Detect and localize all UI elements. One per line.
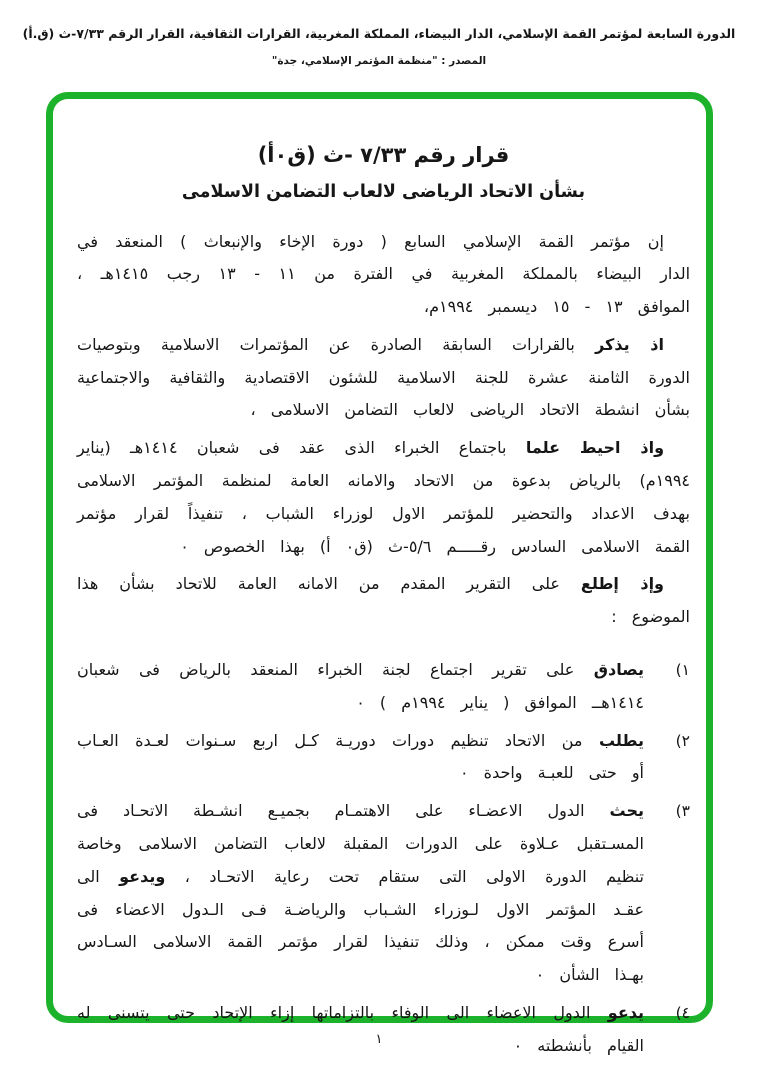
document-frame [46, 92, 713, 1055]
page-number: ١ [375, 1032, 383, 1047]
paragraph-lead: واذ احيط علما [525, 438, 665, 458]
resolution-title: قرار رقم ٧/٣٣ -ث (ق٠أ) [257, 143, 510, 167]
clause-lead: يصادق [593, 660, 644, 680]
paragraph-lead: اذ يذكر [595, 334, 664, 354]
operative-clause [77, 997, 690, 1063]
preamble-paragraph [77, 226, 690, 324]
preamble-paragraph [77, 568, 690, 634]
clause-text [77, 725, 644, 791]
clause-number: ٢) [675, 731, 690, 750]
clause-lead: يدعو [607, 1003, 644, 1023]
clause-lead-secondary: ويدعو [119, 866, 166, 886]
clause-body: من الاتحاد تنظيم دورات دوريـة كـل اربع سـنوات لعـدة العـاب أو حتى للعبـة واحدة ٠ [77, 730, 644, 783]
paragraph-text: إن مؤتمر القمة الإسلامي السابع ( دورة الإخاء والإنبعاث ) المنعقد في الدار البيضاء بالمملكة المغربية في الفترة من ١١ - ١٣ رجب ١٤١٥هـ ، الموافق ١٣ - ١٥ ديسمبر ١٩٩٤م، [77, 231, 691, 317]
operative-clause [77, 725, 690, 791]
clause-body: على تقرير اجتماع لجنة الخبراء المنعقد بالرياض فى شعبان ١٤١٤هــ الموافق ( يناير ١٩٩٤م ) ٠ [77, 660, 644, 712]
paragraph-text: بالقرارات السابقة الصادرة عن المؤتمرات الاسلامية وبتوصيات الدورة الثامنة عشرة للجنة الاسلامية للشئون الاقتصادية والثقافية والاجتماعية بشأن انشطة الاتحاد الرياضى لالعاب التضامن الاسلامى ، [77, 334, 690, 420]
clause-lead: يحث [609, 801, 644, 821]
clause-body: الدول الاعضاء الى الوفاء بالتزاماتها إزاء الإتحاد حتى يتسنى له القيام بأنشطته ٠ [77, 1003, 644, 1055]
paragraph-lead: وإذ إطلع [580, 574, 664, 594]
clause-text [77, 997, 644, 1063]
header-citation-line: الدورة السابعة لمؤتمر القمة الإسلامي، الدار البيضاء، المملكة المغربية، القرارات الثقافية، القرار الرقم ٧/٣٣-ث (ق.أ) [22, 26, 736, 41]
clause-number: ١) [675, 661, 690, 680]
clause-number: ٣) [675, 802, 690, 821]
document-body [53, 106, 706, 1055]
operative-clause [77, 654, 690, 720]
paragraph-text: باجتماع الخبراء الذى عقد فى شعبان ١٤١٤هـ (يناير ١٩٩٤م) بالرياض بدعوة من الاتحاد والامانه العامة لمنظمة المؤتمر الاسلامى بهدف الاعداد والتحضير للمؤتمر الاول لوزراء الشباب ، تنفيذاً لقرار مؤتمر القمة الاسلامى السادس رقـــــم ٥/٦-ث (ق٠ أ) بهذا الخصوص ٠ [77, 438, 690, 556]
preamble-paragraph [77, 329, 690, 427]
clause-body: الدول الاعضـاء على الاهتمـام بجميـع انشـطة الاتحـاد فى المسـتقبل عـلاوة على الدورات المقبلة لالعاب التضامن الاسلامى وخاصة تنظيم الدورة الاولى التى ستقام تحت رعاية الاتحـاد ، [77, 801, 644, 886]
clause-lead: يطلب [598, 730, 644, 750]
header-source-line: المصدر : "منظمة المؤتمر الإسلامي، جدة" [271, 55, 487, 67]
clause-body-secondary: الى عقـد المؤتمر الاول لـوزراء الشـباب والرياضـة فـى الـدول الاعضاء فى أسرع وقت ممكن ، وذلك تنفيذا لقرار مؤتمر القمة الاسلامى السـادس بهـذا الشأن ٠ [77, 866, 644, 985]
preamble-paragraph [77, 432, 690, 563]
clause-text [77, 795, 644, 992]
paragraph-text: على التقرير المقدم من الامانه العامة للاتحاد بشأن هذا الموضوع : [77, 574, 690, 627]
clause-text [77, 654, 644, 720]
operative-clause [77, 795, 690, 992]
clause-number: ٤) [675, 1004, 690, 1023]
resolution-subtitle: بشأن الاتحاد الرياضى لالعاب التضامن الاسلامى [181, 181, 586, 202]
